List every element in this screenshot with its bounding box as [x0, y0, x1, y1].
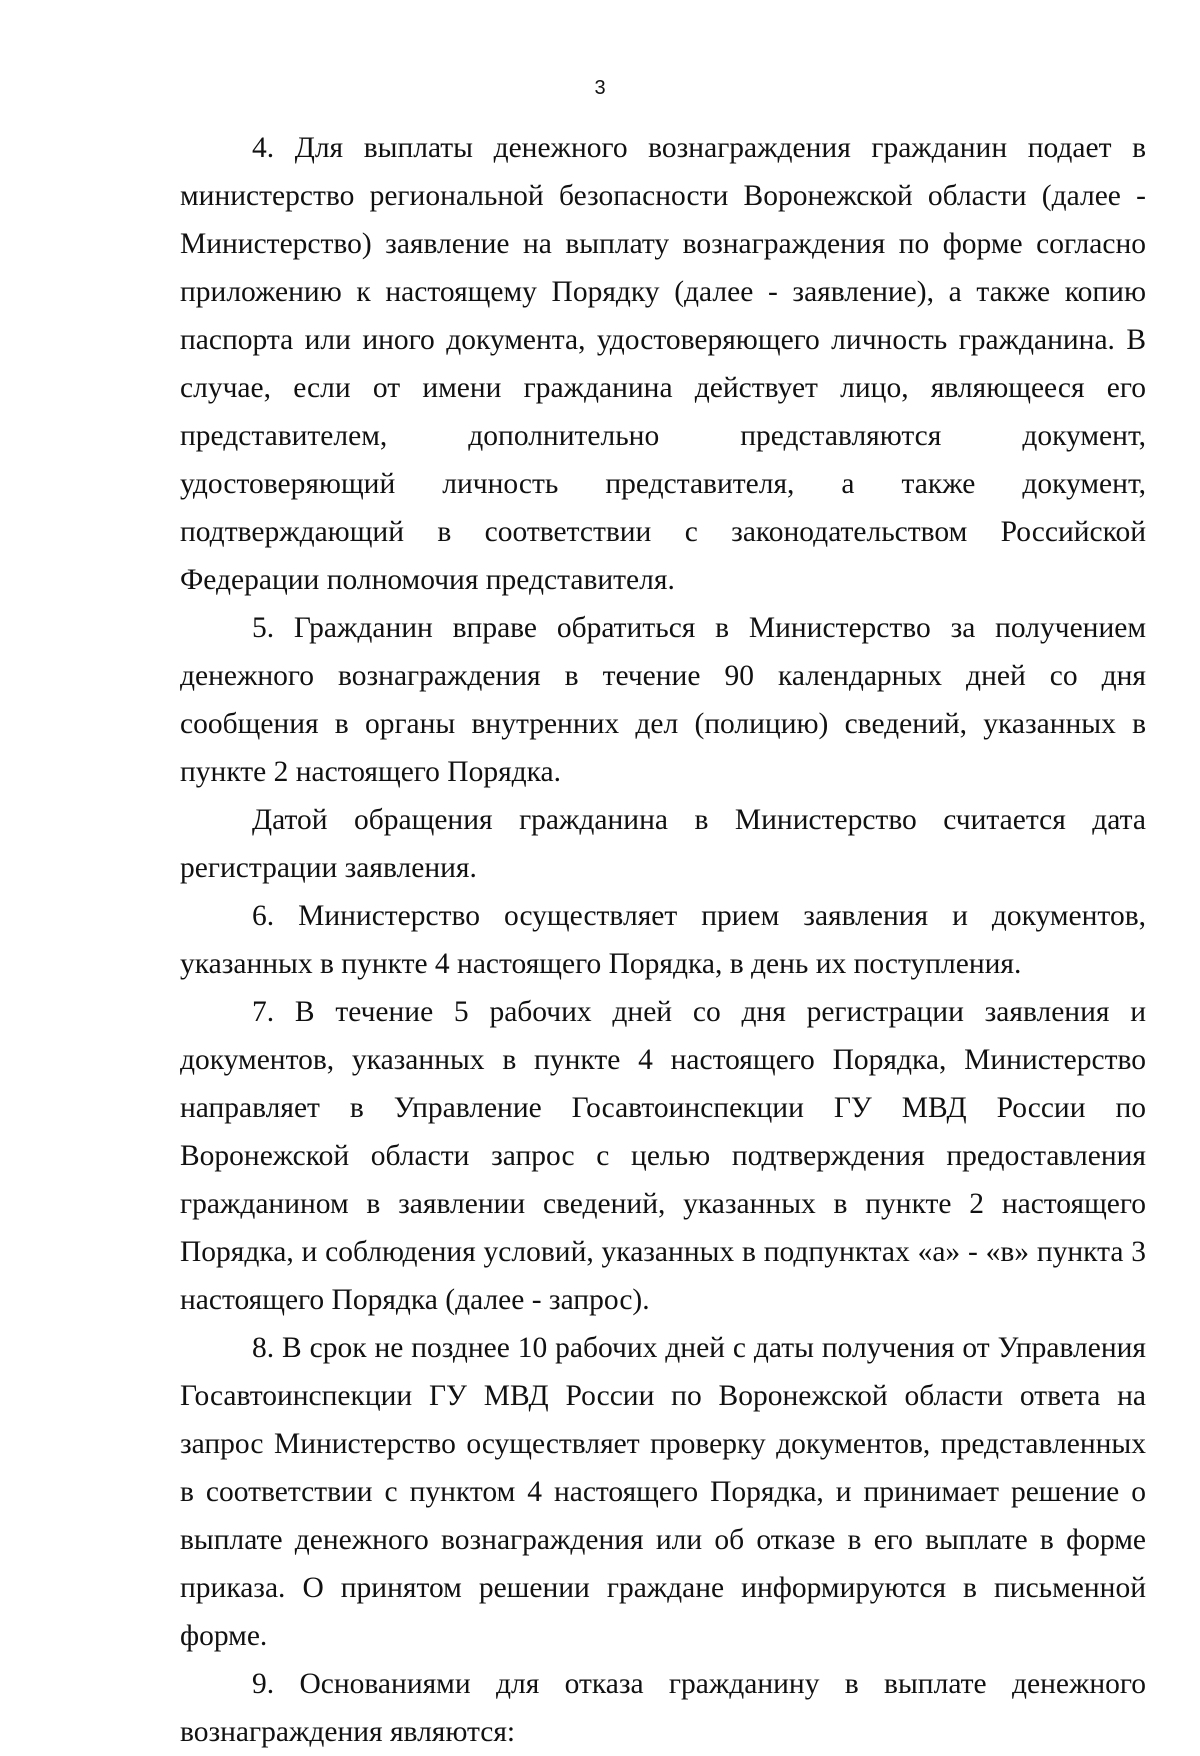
paragraph-item-7: 7. В течение 5 рабочих дней со дня регистрации заявления и документов, указанных в пункте 4 настоящего Порядка, Министерство направляет в Управление Госавтоинспекции ГУ МВД России по Воронежской области запрос с целью подтверждения предоставления гражданином в заявлении сведений, указанных в пункте 2 настоящего Порядка, и соблюдения условий, указанных в подпунктах «а» - «в» пункта 3 настоящего Порядка (далее - запрос).: [180, 996, 1146, 1316]
paragraph-item-8: 8. В срок не позднее 10 рабочих дней с даты получения от Управления Госавтоинспекции ГУ МВД России по Воронежской области ответа на запрос Министерство осуществляет проверку документов, представленных в соответствии с пунктом 4 настоящего Порядка, и принимает решение о выплате денежного вознаграждения или об отказе в его выплате в форме приказа. О принятом решении граждане информируются в письменной форме.: [180, 1332, 1146, 1652]
paragraph-item-9: 9. Основаниями для отказа гражданину в выплате денежного вознаграждения являются:: [180, 1668, 1146, 1748]
paragraph-application-date: Датой обращения гражданина в Министерство считается дата регистрации заявления.: [180, 804, 1146, 884]
page-number: 3: [594, 77, 606, 99]
paragraph-item-5: 5. Гражданин вправе обратиться в Министерство за получением денежного вознаграждения в течение 90 календарных дней со дня сообщения в органы внутренних дел (полицию) сведений, указанных в пункте 2 настоящего Порядка.: [180, 612, 1146, 788]
paragraph-item-6: 6. Министерство осуществляет прием заявления и документов, указанных в пункте 4 настоящего Порядка, в день их поступления.: [180, 900, 1146, 980]
paragraph-item-4: 4. Для выплаты денежного вознаграждения гражданин подает в министерство региональной безопасности Воронежской области (далее - Министерство) заявление на выплату вознаграждения по форме согласно приложению к настоящему Порядку (далее - заявление), а также копию паспорта или иного документа, удостоверяющего личность гражданина. В случае, если от имени гражданина действует лицо, являющееся его представителем, дополнительно представляются документ, удостоверяющий личность представителя, а также документ, подтверждающий в соответствии с законодательством Российской Федерации полномочия представителя.: [180, 132, 1146, 596]
document-body: [180, 124, 1146, 1756]
